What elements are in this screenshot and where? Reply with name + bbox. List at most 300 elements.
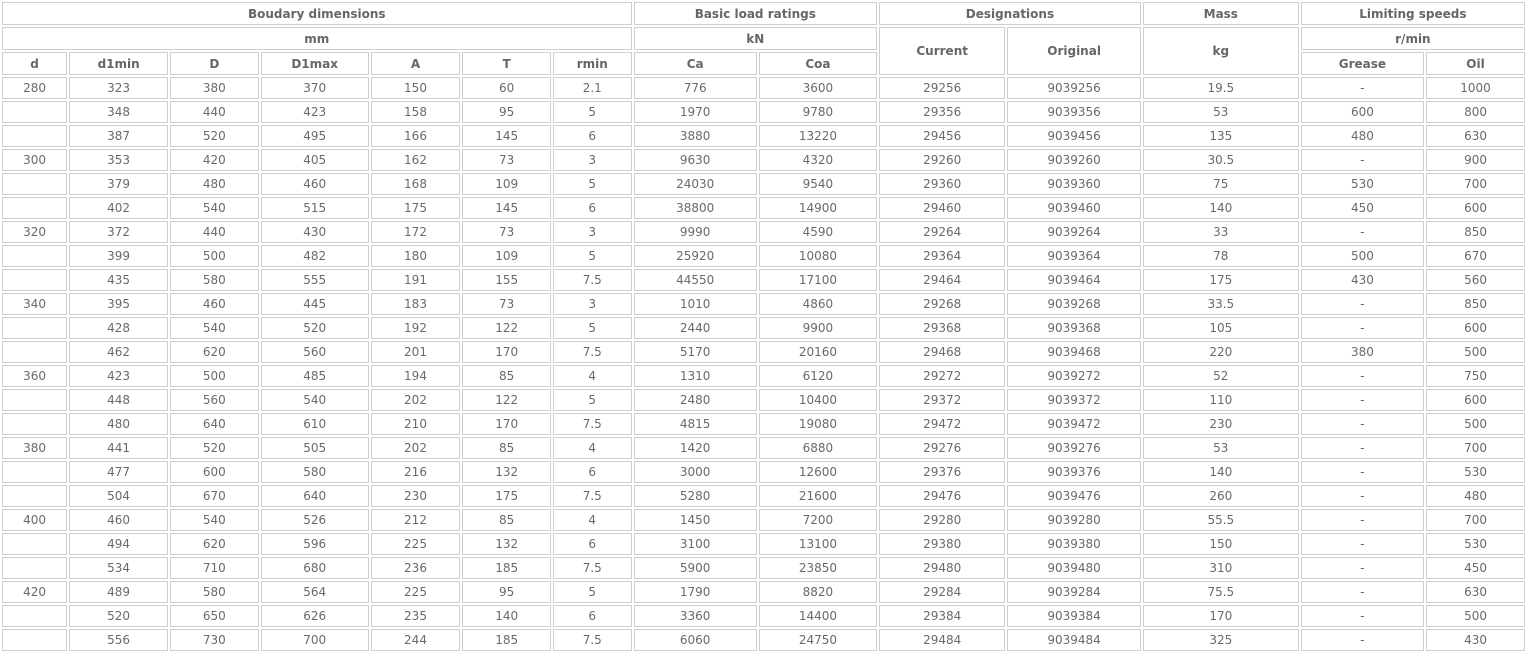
cell-original: 9039464 <box>1007 269 1140 291</box>
cell-T: 170 <box>462 413 551 435</box>
cell-Coa: 21600 <box>759 485 877 507</box>
cell-d <box>2 125 67 147</box>
table-row <box>2 125 1525 147</box>
cell-d1min: 534 <box>69 557 168 579</box>
cell-D: 420 <box>170 149 259 171</box>
cell-D1max: 482 <box>261 245 369 267</box>
cell-oil: 630 <box>1426 581 1525 603</box>
cell-A: 175 <box>371 197 461 219</box>
cell-mass: 55.5 <box>1143 509 1299 531</box>
cell-mass: 140 <box>1143 461 1299 483</box>
cell-grease: - <box>1301 317 1424 339</box>
table-row <box>2 629 1525 651</box>
cell-D1max: 370 <box>261 77 369 99</box>
cell-D: 460 <box>170 293 259 315</box>
cell-d1min: 402 <box>69 197 168 219</box>
cell-original: 9039384 <box>1007 605 1140 627</box>
cell-D: 640 <box>170 413 259 435</box>
cell-A: 192 <box>371 317 461 339</box>
cell-oil: 500 <box>1426 341 1525 363</box>
cell-mass: 19.5 <box>1143 77 1299 99</box>
cell-A: 162 <box>371 149 461 171</box>
cell-rmin: 2.1 <box>553 77 632 99</box>
cell-D1max: 430 <box>261 221 369 243</box>
cell-Ca: 776 <box>634 77 757 99</box>
speeds-unit-header: r/min <box>1301 27 1525 50</box>
cell-d1min: 428 <box>69 317 168 339</box>
cell-Ca: 1790 <box>634 581 757 603</box>
header-row-groups <box>2 2 1525 25</box>
table-row <box>2 101 1525 123</box>
cell-T: 145 <box>462 197 551 219</box>
cell-d <box>2 245 67 267</box>
cell-oil: 530 <box>1426 461 1525 483</box>
cell-current: 29368 <box>879 317 1005 339</box>
boundary-unit-header: mm <box>2 27 632 50</box>
cell-Ca: 44550 <box>634 269 757 291</box>
cell-Coa: 17100 <box>759 269 877 291</box>
cell-d1min: 423 <box>69 365 168 387</box>
cell-grease: 380 <box>1301 341 1424 363</box>
cell-mass: 230 <box>1143 413 1299 435</box>
cell-mass: 310 <box>1143 557 1299 579</box>
col-Ca-header: Ca <box>634 52 757 75</box>
cell-D1max: 405 <box>261 149 369 171</box>
cell-A: 168 <box>371 173 461 195</box>
col-rmin-header: rmin <box>553 52 632 75</box>
col-Coa-header: Coa <box>759 52 877 75</box>
cell-oil: 500 <box>1426 605 1525 627</box>
cell-D1max: 680 <box>261 557 369 579</box>
cell-A: 212 <box>371 509 461 531</box>
cell-rmin: 6 <box>553 533 632 555</box>
cell-current: 29380 <box>879 533 1005 555</box>
cell-rmin: 3 <box>553 293 632 315</box>
cell-D1max: 580 <box>261 461 369 483</box>
cell-D1max: 520 <box>261 317 369 339</box>
cell-d <box>2 197 67 219</box>
cell-current: 29476 <box>879 485 1005 507</box>
cell-original: 9039260 <box>1007 149 1140 171</box>
cell-rmin: 3 <box>553 149 632 171</box>
cell-rmin: 7.5 <box>553 557 632 579</box>
table-row <box>2 341 1525 363</box>
cell-D: 540 <box>170 197 259 219</box>
cell-original: 9039456 <box>1007 125 1140 147</box>
cell-grease: 430 <box>1301 269 1424 291</box>
cell-A: 202 <box>371 437 461 459</box>
cell-A: 225 <box>371 581 461 603</box>
cell-original: 9039276 <box>1007 437 1140 459</box>
cell-Ca: 3880 <box>634 125 757 147</box>
cell-mass: 170 <box>1143 605 1299 627</box>
cell-D: 500 <box>170 365 259 387</box>
cell-A: 235 <box>371 605 461 627</box>
cell-Coa: 9900 <box>759 317 877 339</box>
cell-Ca: 9990 <box>634 221 757 243</box>
cell-grease: - <box>1301 605 1424 627</box>
cell-original: 9039356 <box>1007 101 1140 123</box>
header-row-units <box>2 27 1525 50</box>
cell-D: 560 <box>170 389 259 411</box>
cell-grease: 530 <box>1301 173 1424 195</box>
cell-A: 194 <box>371 365 461 387</box>
cell-Ca: 1010 <box>634 293 757 315</box>
cell-grease: - <box>1301 365 1424 387</box>
cell-A: 216 <box>371 461 461 483</box>
col-T-header: T <box>462 52 551 75</box>
mass-header: Mass <box>1143 2 1299 25</box>
cell-oil: 700 <box>1426 173 1525 195</box>
cell-oil: 600 <box>1426 197 1525 219</box>
cell-A: 191 <box>371 269 461 291</box>
cell-current: 29256 <box>879 77 1005 99</box>
col-d-header: d <box>2 52 67 75</box>
cell-mass: 140 <box>1143 197 1299 219</box>
cell-original: 9039476 <box>1007 485 1140 507</box>
table-row <box>2 77 1525 99</box>
cell-A: 236 <box>371 557 461 579</box>
cell-rmin: 5 <box>553 173 632 195</box>
cell-T: 132 <box>462 461 551 483</box>
cell-rmin: 7.5 <box>553 629 632 651</box>
cell-original: 9039480 <box>1007 557 1140 579</box>
cell-d1min: 480 <box>69 413 168 435</box>
col-grease-header: Grease <box>1301 52 1424 75</box>
cell-original: 9039376 <box>1007 461 1140 483</box>
cell-Ca: 5170 <box>634 341 757 363</box>
cell-D: 600 <box>170 461 259 483</box>
cell-grease: - <box>1301 293 1424 315</box>
cell-oil: 850 <box>1426 221 1525 243</box>
cell-current: 29260 <box>879 149 1005 171</box>
cell-oil: 430 <box>1426 629 1525 651</box>
cell-current: 29464 <box>879 269 1005 291</box>
cell-d1min: 348 <box>69 101 168 123</box>
cell-original: 9039468 <box>1007 341 1140 363</box>
cell-T: 155 <box>462 269 551 291</box>
cell-Coa: 6880 <box>759 437 877 459</box>
cell-d <box>2 461 67 483</box>
cell-original: 9039364 <box>1007 245 1140 267</box>
designations-header: Designations <box>879 2 1141 25</box>
cell-Coa: 20160 <box>759 341 877 363</box>
cell-d1min: 372 <box>69 221 168 243</box>
cell-grease: 480 <box>1301 125 1424 147</box>
cell-mass: 110 <box>1143 389 1299 411</box>
cell-T: 132 <box>462 533 551 555</box>
basic-load-ratings-header: Basic load ratings <box>634 2 878 25</box>
cell-mass: 78 <box>1143 245 1299 267</box>
cell-T: 60 <box>462 77 551 99</box>
cell-grease: - <box>1301 437 1424 459</box>
cell-T: 185 <box>462 629 551 651</box>
cell-A: 166 <box>371 125 461 147</box>
cell-Ca: 38800 <box>634 197 757 219</box>
cell-d: 320 <box>2 221 67 243</box>
cell-T: 140 <box>462 605 551 627</box>
cell-Coa: 6120 <box>759 365 877 387</box>
cell-d1min: 489 <box>69 581 168 603</box>
cell-oil: 450 <box>1426 557 1525 579</box>
cell-A: 244 <box>371 629 461 651</box>
cell-oil: 600 <box>1426 317 1525 339</box>
cell-d: 380 <box>2 437 67 459</box>
cell-A: 180 <box>371 245 461 267</box>
cell-mass: 33.5 <box>1143 293 1299 315</box>
cell-oil: 800 <box>1426 101 1525 123</box>
cell-oil: 500 <box>1426 413 1525 435</box>
cell-mass: 52 <box>1143 365 1299 387</box>
cell-current: 29460 <box>879 197 1005 219</box>
cell-original: 9039272 <box>1007 365 1140 387</box>
table-row <box>2 149 1525 171</box>
cell-d <box>2 269 67 291</box>
cell-original: 9039472 <box>1007 413 1140 435</box>
cell-current: 29264 <box>879 221 1005 243</box>
cell-Coa: 24750 <box>759 629 877 651</box>
cell-T: 95 <box>462 101 551 123</box>
cell-D: 580 <box>170 269 259 291</box>
cell-d1min: 323 <box>69 77 168 99</box>
cell-Coa: 23850 <box>759 557 877 579</box>
cell-Ca: 1420 <box>634 437 757 459</box>
cell-d1min: 462 <box>69 341 168 363</box>
table-row <box>2 509 1525 531</box>
cell-mass: 75 <box>1143 173 1299 195</box>
cell-D1max: 495 <box>261 125 369 147</box>
cell-oil: 1000 <box>1426 77 1525 99</box>
cell-Coa: 3600 <box>759 77 877 99</box>
table-row <box>2 461 1525 483</box>
cell-rmin: 4 <box>553 365 632 387</box>
col-oil-header: Oil <box>1426 52 1525 75</box>
cell-oil: 750 <box>1426 365 1525 387</box>
cell-d <box>2 605 67 627</box>
table-row <box>2 293 1525 315</box>
table-row <box>2 533 1525 555</box>
table-header <box>2 2 1525 75</box>
cell-current: 29456 <box>879 125 1005 147</box>
cell-rmin: 5 <box>553 245 632 267</box>
table-row <box>2 317 1525 339</box>
cell-oil: 630 <box>1426 125 1525 147</box>
cell-T: 85 <box>462 437 551 459</box>
cell-d: 360 <box>2 365 67 387</box>
cell-D1max: 515 <box>261 197 369 219</box>
cell-original: 9039380 <box>1007 533 1140 555</box>
cell-T: 85 <box>462 365 551 387</box>
cell-D: 380 <box>170 77 259 99</box>
cell-rmin: 3 <box>553 221 632 243</box>
cell-D1max: 485 <box>261 365 369 387</box>
cell-D: 540 <box>170 317 259 339</box>
cell-d: 340 <box>2 293 67 315</box>
cell-grease: 500 <box>1301 245 1424 267</box>
cell-D1max: 423 <box>261 101 369 123</box>
cell-mass: 105 <box>1143 317 1299 339</box>
cell-current: 29276 <box>879 437 1005 459</box>
cell-Coa: 14900 <box>759 197 877 219</box>
table-row <box>2 197 1525 219</box>
cell-grease: - <box>1301 485 1424 507</box>
cell-T: 122 <box>462 317 551 339</box>
cell-current: 29284 <box>879 581 1005 603</box>
cell-T: 122 <box>462 389 551 411</box>
cell-d1min: 441 <box>69 437 168 459</box>
cell-original: 9039460 <box>1007 197 1140 219</box>
cell-D: 620 <box>170 533 259 555</box>
cell-A: 201 <box>371 341 461 363</box>
cell-D1max: 560 <box>261 341 369 363</box>
boundary-dimensions-header: Boudary dimensions <box>2 2 632 25</box>
table-row <box>2 605 1525 627</box>
cell-D: 440 <box>170 221 259 243</box>
cell-oil: 530 <box>1426 533 1525 555</box>
cell-mass: 30.5 <box>1143 149 1299 171</box>
cell-D1max: 505 <box>261 437 369 459</box>
cell-A: 210 <box>371 413 461 435</box>
cell-Ca: 5900 <box>634 557 757 579</box>
cell-Coa: 10080 <box>759 245 877 267</box>
cell-rmin: 4 <box>553 509 632 531</box>
cell-d1min: 520 <box>69 605 168 627</box>
col-D1max-header: D1max <box>261 52 369 75</box>
cell-grease: - <box>1301 461 1424 483</box>
cell-rmin: 7.5 <box>553 413 632 435</box>
cell-T: 175 <box>462 485 551 507</box>
cell-d1min: 379 <box>69 173 168 195</box>
cell-grease: - <box>1301 413 1424 435</box>
cell-d1min: 395 <box>69 293 168 315</box>
cell-D1max: 640 <box>261 485 369 507</box>
cell-d: 300 <box>2 149 67 171</box>
cell-D: 440 <box>170 101 259 123</box>
cell-Coa: 7200 <box>759 509 877 531</box>
cell-d <box>2 101 67 123</box>
cell-mass: 220 <box>1143 341 1299 363</box>
table-row <box>2 245 1525 267</box>
cell-Coa: 10400 <box>759 389 877 411</box>
cell-current: 29480 <box>879 557 1005 579</box>
cell-T: 109 <box>462 245 551 267</box>
cell-rmin: 7.5 <box>553 341 632 363</box>
col-A-header: A <box>371 52 461 75</box>
cell-rmin: 4 <box>553 437 632 459</box>
cell-mass: 260 <box>1143 485 1299 507</box>
cell-Coa: 13220 <box>759 125 877 147</box>
cell-d1min: 504 <box>69 485 168 507</box>
cell-mass: 135 <box>1143 125 1299 147</box>
table-row <box>2 365 1525 387</box>
cell-original: 9039268 <box>1007 293 1140 315</box>
cell-D1max: 460 <box>261 173 369 195</box>
cell-Ca: 5280 <box>634 485 757 507</box>
cell-grease: - <box>1301 557 1424 579</box>
table-row <box>2 581 1525 603</box>
cell-mass: 75.5 <box>1143 581 1299 603</box>
cell-Coa: 8820 <box>759 581 877 603</box>
cell-current: 29468 <box>879 341 1005 363</box>
cell-A: 172 <box>371 221 461 243</box>
cell-T: 85 <box>462 509 551 531</box>
cell-Ca: 6060 <box>634 629 757 651</box>
cell-T: 95 <box>462 581 551 603</box>
cell-rmin: 7.5 <box>553 269 632 291</box>
cell-Coa: 9540 <box>759 173 877 195</box>
cell-grease: - <box>1301 389 1424 411</box>
cell-A: 225 <box>371 533 461 555</box>
cell-oil: 560 <box>1426 269 1525 291</box>
cell-Coa: 4590 <box>759 221 877 243</box>
cell-A: 158 <box>371 101 461 123</box>
table-row <box>2 269 1525 291</box>
cell-d: 420 <box>2 581 67 603</box>
cell-rmin: 6 <box>553 197 632 219</box>
cell-A: 183 <box>371 293 461 315</box>
table-row <box>2 173 1525 195</box>
cell-Coa: 13100 <box>759 533 877 555</box>
mass-unit-header: kg <box>1143 27 1299 75</box>
cell-d <box>2 341 67 363</box>
cell-d1min: 353 <box>69 149 168 171</box>
cell-rmin: 6 <box>553 605 632 627</box>
cell-D: 620 <box>170 341 259 363</box>
cell-d: 280 <box>2 77 67 99</box>
cell-current: 29384 <box>879 605 1005 627</box>
cell-Coa: 4860 <box>759 293 877 315</box>
cell-current: 29268 <box>879 293 1005 315</box>
cell-mass: 53 <box>1143 437 1299 459</box>
cell-Ca: 9630 <box>634 149 757 171</box>
cell-Ca: 25920 <box>634 245 757 267</box>
cell-D: 580 <box>170 581 259 603</box>
cell-current: 29272 <box>879 365 1005 387</box>
cell-Ca: 1450 <box>634 509 757 531</box>
cell-Ca: 1970 <box>634 101 757 123</box>
cell-mass: 150 <box>1143 533 1299 555</box>
cell-A: 230 <box>371 485 461 507</box>
current-header: Current <box>879 27 1005 75</box>
cell-T: 185 <box>462 557 551 579</box>
cell-original: 9039372 <box>1007 389 1140 411</box>
cell-oil: 670 <box>1426 245 1525 267</box>
cell-grease: 600 <box>1301 101 1424 123</box>
cell-D: 480 <box>170 173 259 195</box>
cell-D1max: 564 <box>261 581 369 603</box>
cell-Ca: 24030 <box>634 173 757 195</box>
cell-oil: 480 <box>1426 485 1525 507</box>
cell-Ca: 4815 <box>634 413 757 435</box>
table-row <box>2 221 1525 243</box>
cell-oil: 600 <box>1426 389 1525 411</box>
cell-d1min: 448 <box>69 389 168 411</box>
cell-D: 710 <box>170 557 259 579</box>
cell-mass: 325 <box>1143 629 1299 651</box>
cell-current: 29364 <box>879 245 1005 267</box>
cell-T: 145 <box>462 125 551 147</box>
cell-current: 29356 <box>879 101 1005 123</box>
cell-mass: 53 <box>1143 101 1299 123</box>
cell-mass: 175 <box>1143 269 1299 291</box>
cell-grease: - <box>1301 629 1424 651</box>
cell-d <box>2 317 67 339</box>
cell-Ca: 3360 <box>634 605 757 627</box>
cell-rmin: 5 <box>553 101 632 123</box>
cell-rmin: 5 <box>553 389 632 411</box>
cell-d1min: 435 <box>69 269 168 291</box>
cell-Ca: 3000 <box>634 461 757 483</box>
